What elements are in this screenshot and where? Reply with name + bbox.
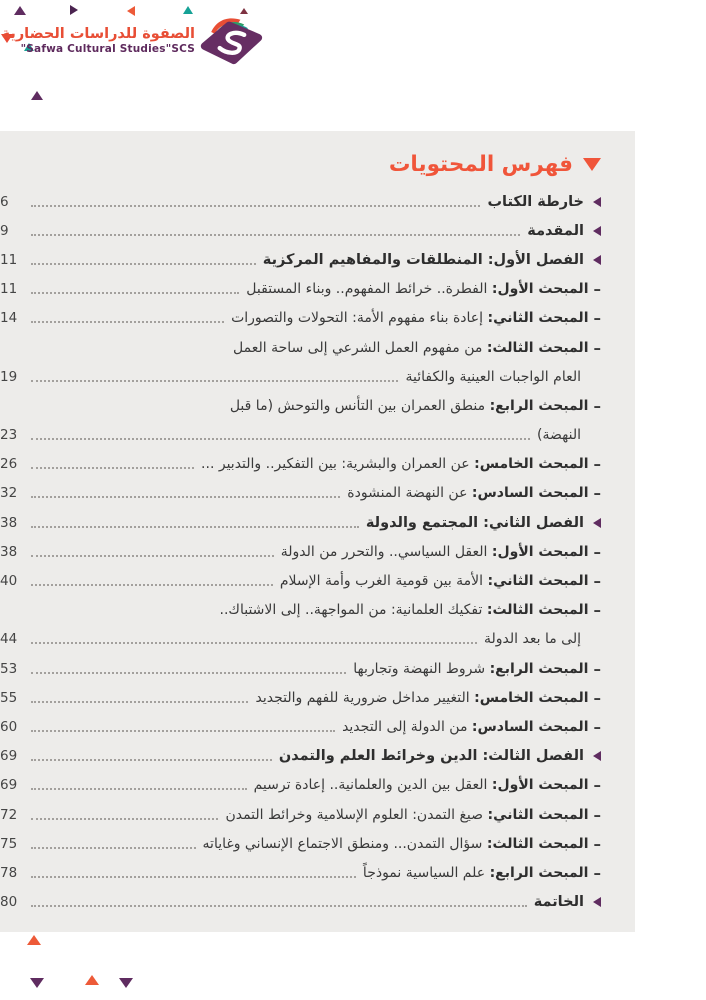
bullet-triangle-icon xyxy=(593,751,601,761)
toc-entry-label xyxy=(231,310,588,326)
page-number: 9 xyxy=(0,222,9,239)
page-number: 53 xyxy=(0,660,18,677)
toc-entry-label-text: من الدولة إلى التجديد xyxy=(342,718,472,735)
toc-entry-label-bold: المبحث الثالث: xyxy=(486,339,589,356)
bullet-triangle-icon xyxy=(593,255,601,265)
dash-marker: – xyxy=(593,863,601,882)
toc-entry xyxy=(0,508,601,537)
toc-entry-label: الخاتمة xyxy=(533,894,584,911)
toc-entry-label-text: التغيير مداخل ضرورية للفهم والتجديد xyxy=(255,689,475,706)
page-number: 38 xyxy=(0,514,18,531)
bullet-triangle-icon xyxy=(593,197,601,207)
toc-entry-label-bold: المبحث الرابع: xyxy=(489,660,589,677)
dash-marker: – xyxy=(593,688,601,707)
toc-entry-label-bold: المبحث الأول: xyxy=(491,777,589,794)
dash-marker: – xyxy=(593,542,601,561)
toc-entry-label-bold: المبحث الأول: xyxy=(491,281,589,298)
dash-marker: – xyxy=(593,834,601,853)
page-number: 11 xyxy=(0,251,18,268)
page-number: 32 xyxy=(0,485,18,502)
toc-title-row xyxy=(0,145,601,183)
dotted-leader xyxy=(31,263,256,265)
dotted-leader xyxy=(31,584,273,586)
toc-entry xyxy=(0,479,601,508)
page-number: 14 xyxy=(0,310,18,327)
triangle-ornament xyxy=(119,978,133,988)
toc-entry xyxy=(0,858,601,887)
page-number: 40 xyxy=(0,573,18,590)
dash-marker: – xyxy=(593,717,601,736)
dash-marker: – xyxy=(593,776,601,795)
page-number: 11 xyxy=(0,281,18,298)
toc-entry-label xyxy=(363,865,589,881)
dotted-leader xyxy=(31,467,194,469)
dotted-leader xyxy=(31,905,527,907)
dotted-leader xyxy=(31,496,340,498)
toc-entry-label: المقدمة xyxy=(527,222,584,239)
toc-entry xyxy=(0,245,601,274)
page-number: 44 xyxy=(0,631,18,648)
toc-entry xyxy=(0,888,601,917)
safwa-logo-icon xyxy=(198,14,264,67)
dash-marker: – xyxy=(593,659,601,678)
toc-entry xyxy=(0,742,601,771)
dash-marker: – xyxy=(593,338,601,357)
toc-entry-label-bold: المبحث الخامس: xyxy=(474,689,589,706)
toc-entry-label xyxy=(201,456,588,472)
page-number: 80 xyxy=(0,894,18,911)
page-number: 69 xyxy=(0,748,18,765)
toc-entry xyxy=(0,596,601,654)
toc-entry-label-bold: المبحث الرابع: xyxy=(489,397,589,414)
page-number: 6 xyxy=(0,193,9,210)
dash-marker: – xyxy=(593,396,601,415)
dotted-leader xyxy=(31,701,248,703)
dash-marker: – xyxy=(593,805,601,824)
page-number: 23 xyxy=(0,427,18,444)
toc-entry xyxy=(0,333,601,391)
toc-entry-label: خارطة الكتاب xyxy=(487,193,584,210)
page-number: 75 xyxy=(0,835,18,852)
page-number: 19 xyxy=(0,368,18,385)
triangle-ornament xyxy=(30,978,44,988)
toc-entry-label: الفصل الثالث: الدين وخرائط العلم والتمدن xyxy=(278,748,584,765)
dotted-leader xyxy=(31,234,520,236)
toc-entry-label xyxy=(280,573,589,589)
toc-entry xyxy=(0,275,601,304)
toc-entry-label-text: منطق العمران بين التأنس والتوحش (ما قبل xyxy=(229,397,490,414)
brand-name-english: Safwa Cultural Studies"SCS" xyxy=(20,42,195,55)
toc-entry-label xyxy=(225,807,588,823)
brand-text xyxy=(2,26,195,55)
toc-entry-label-bold: المبحث الخامس: xyxy=(474,456,589,473)
dotted-leader xyxy=(31,438,530,440)
content-card xyxy=(0,131,635,932)
toc-entry-label: الفصل الثاني: المجتمع والدولة xyxy=(365,514,584,531)
toc-entry-label xyxy=(347,485,588,501)
toc-entry-label-text: سؤال التمدن... ومنطق الاجتماع الإنساني وغاياته xyxy=(202,835,487,852)
brand-logo xyxy=(2,14,264,67)
dash-marker: – xyxy=(593,601,601,620)
brand-name-arabic: الصفوة للدراسات الحضارية xyxy=(1,26,195,43)
toc-entry-label-text: عن العمران والبشرية: بين التفكير.. والتدبير ... xyxy=(201,456,475,473)
toc-entry-label-text: عن النهضة المنشودة xyxy=(347,485,472,502)
dotted-leader xyxy=(31,205,480,207)
toc-entry-label: الفصل الأول: المنطلقات والمفاهيم المركزية xyxy=(262,251,584,268)
toc-entry-label-text: إعادة بناء مفهوم الأمة: التحولات والتصورات xyxy=(231,310,488,327)
toc-entry xyxy=(0,304,601,333)
toc-list xyxy=(0,187,601,917)
toc-entry xyxy=(0,537,601,566)
toc-entry xyxy=(0,829,601,858)
toc-entry xyxy=(0,187,601,216)
toc-entry xyxy=(0,450,601,479)
dotted-leader xyxy=(31,526,359,528)
toc-entry xyxy=(0,712,601,741)
down-triangle-icon xyxy=(583,158,601,171)
bullet-triangle-icon xyxy=(593,226,601,236)
toc-entry-label-text: الأمة بين قومية الغرب وأمة الإسلام xyxy=(279,573,488,590)
toc-entry-label-continuation: النهضة) xyxy=(537,427,581,444)
page-number: 72 xyxy=(0,806,18,823)
toc-entry-label-text: شروط النهضة وتجاربها xyxy=(353,660,490,677)
toc-entry-label-bold: المبحث الثاني: xyxy=(487,573,589,590)
toc-entry xyxy=(0,683,601,712)
toc-entry xyxy=(0,654,601,683)
toc-entry-label xyxy=(203,836,589,852)
toc-entry-label xyxy=(353,661,588,677)
page-number: 60 xyxy=(0,718,18,735)
page-number: 26 xyxy=(0,456,18,473)
toc-entry-label xyxy=(230,398,589,414)
toc-entry-label-bold: المبحث الثاني: xyxy=(487,806,589,823)
toc-entry-label xyxy=(255,690,588,706)
dotted-leader xyxy=(31,380,398,382)
bullet-triangle-icon xyxy=(593,897,601,907)
toc-entry-label-bold: المبحث الثالث: xyxy=(486,602,589,619)
toc-entry xyxy=(0,391,601,449)
toc-entry-label-continuation: العام الواجبات العينية والكفائية xyxy=(405,368,581,385)
triangle-ornament xyxy=(31,91,43,100)
dash-marker: – xyxy=(593,309,601,328)
triangle-ornament xyxy=(27,935,41,945)
toc-entry-label-text: علم السياسية نموذجاً xyxy=(362,864,490,881)
toc-entry-label xyxy=(281,544,589,560)
toc-entry-label-bold: المبحث السادس: xyxy=(471,718,589,735)
toc-entry-label xyxy=(246,281,588,297)
page-title: فهرس المحتويات xyxy=(388,151,573,177)
page-number: 78 xyxy=(0,864,18,881)
toc-entry-label xyxy=(233,340,588,356)
toc-entry-label-text: العقل السياسي.. والتحرر من الدولة xyxy=(280,543,492,560)
dotted-leader xyxy=(31,876,356,878)
dotted-leader xyxy=(31,555,274,557)
toc-entry-label-bold: المبحث الثالث: xyxy=(486,835,589,852)
toc-entry-label xyxy=(342,719,588,735)
toc-entry xyxy=(0,216,601,245)
toc-entry xyxy=(0,800,601,829)
page-number: 55 xyxy=(0,689,18,706)
page-number: 38 xyxy=(0,543,18,560)
dotted-leader xyxy=(31,730,335,732)
dotted-leader xyxy=(31,292,239,294)
toc-entry-label-bold: المبحث الرابع: xyxy=(489,864,589,881)
dotted-leader xyxy=(31,759,272,761)
toc-entry-label-text: الفطرة.. خرائط المفهوم.. وبناء المستقبل xyxy=(246,281,492,298)
toc-entry-label-text: تفكيك العلمانية: من المواجهة.. إلى الاشتباك.. xyxy=(219,602,487,619)
dotted-leader xyxy=(31,818,218,820)
toc-entry-label-bold: المبحث الثاني: xyxy=(487,310,589,327)
toc-entry xyxy=(0,771,601,800)
dotted-leader xyxy=(31,788,247,790)
dash-marker: – xyxy=(593,572,601,591)
toc-entry-label-text: من مفهوم العمل الشرعي إلى ساحة العمل xyxy=(233,339,487,356)
dash-marker: – xyxy=(593,484,601,503)
toc-entry-label xyxy=(254,777,589,793)
page-number: 69 xyxy=(0,777,18,794)
triangle-ornament xyxy=(183,6,193,14)
dash-marker: – xyxy=(593,455,601,474)
toc-entry-label-text: صيغ التمدن: العلوم الإسلامية وخرائط التمدن xyxy=(225,806,488,823)
dash-marker: – xyxy=(593,280,601,299)
dotted-leader xyxy=(31,847,196,849)
toc-entry-label-continuation: إلى ما بعد الدولة xyxy=(484,631,581,648)
dotted-leader xyxy=(31,672,346,674)
bullet-triangle-icon xyxy=(593,518,601,528)
toc-entry-label-bold: المبحث السادس: xyxy=(471,485,589,502)
toc-entry xyxy=(0,566,601,595)
toc-entry-label-text: العقل بين الدين والعلمانية.. إعادة ترسيم xyxy=(253,777,492,794)
toc-entry-label-bold: المبحث الأول: xyxy=(491,543,589,560)
toc-entry-label xyxy=(220,602,589,618)
dotted-leader xyxy=(31,321,224,323)
dotted-leader xyxy=(31,642,477,644)
triangle-ornament xyxy=(85,975,99,985)
